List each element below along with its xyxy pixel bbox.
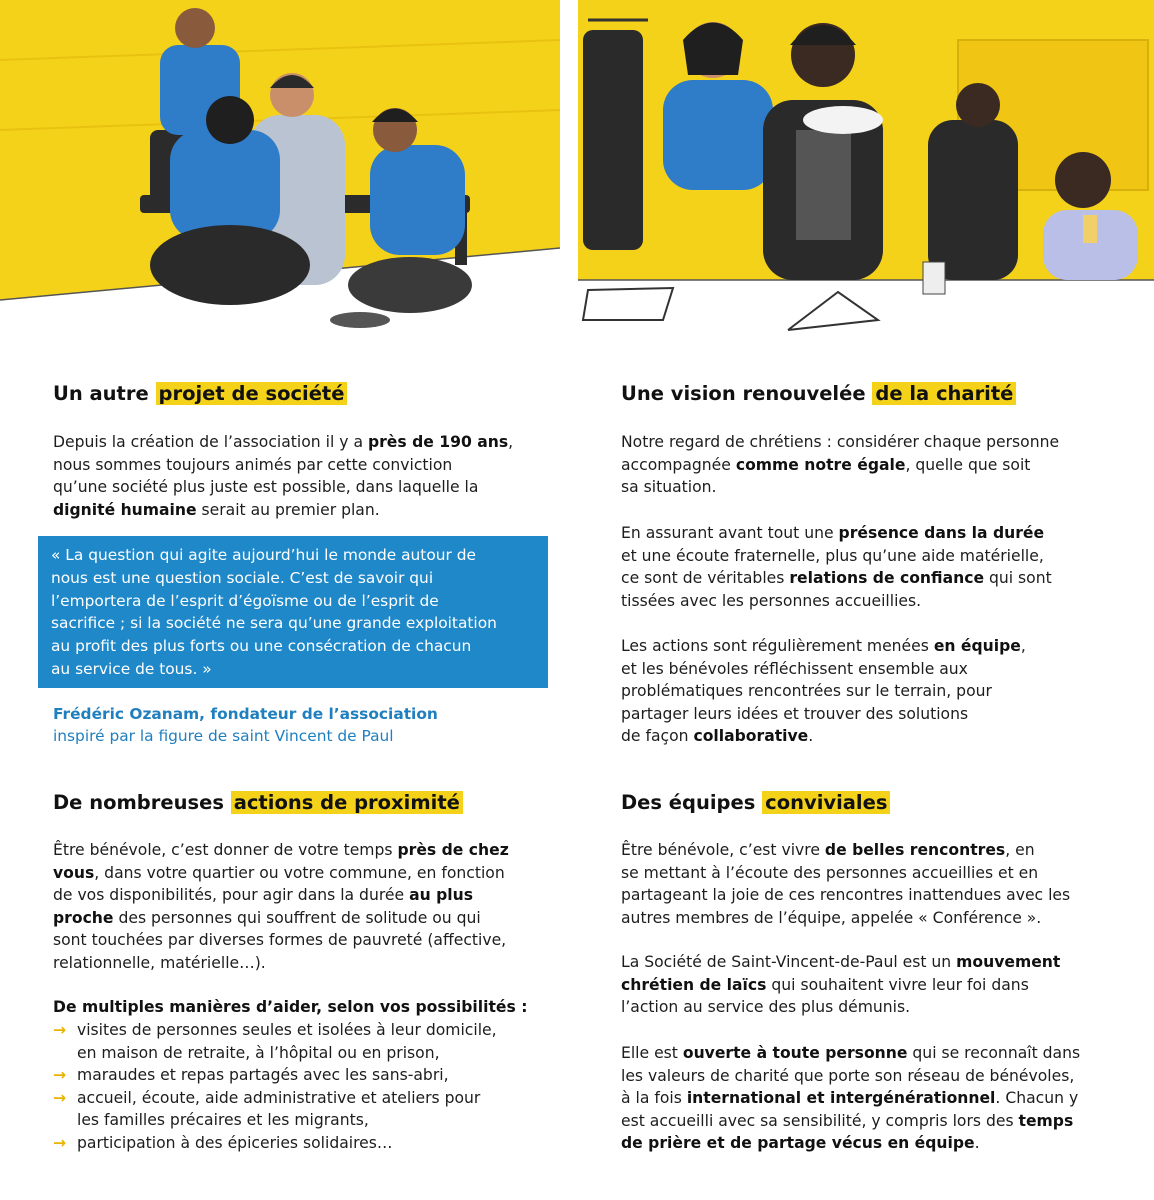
illustration-clothing-distribution (578, 0, 1154, 345)
ozanam-quote: « La question qui agite aujourd’hui le monde autour de nous est une question sociale. C’est de savoir qui l’emportera de l’esprit d’égoïsme ou de l’esprit de sacrifice ; si la société ne sera qu’une grande exploitation au profit des plus forts ou une consécration de chacun au service de tous. » (38, 536, 548, 688)
heading-highlight: actions de proximité (231, 791, 463, 814)
help-list (53, 1019, 553, 1155)
paragraph-belles-rencontres: Être bénévole, c’est vivre de belles rencontres, en se mettant à l’écoute des personnes accueillies et en partageant la joie de ces rencontres inattendues avec les autres membres de l’équipe, appelée « Conférence ». (621, 841, 1071, 927)
quote-author-note: inspiré par la figure de saint Vincent de Paul (53, 727, 394, 745)
arrow-right-icon: → (53, 1133, 67, 1152)
list-item: → participation à des épiceries solidaires… (53, 1132, 553, 1155)
list-item: → visites de personnes seules et isolées à leur domicile, en maison de retraite, à l’hôpital ou en prison, (53, 1021, 497, 1062)
paragraph-presence-duree: En assurant avant tout une présence dans la durée et une écoute fraternelle, plus qu’une aide matérielle, ce sont de véritables relations de confiance qui sont tissées avec les personnes accueillies. (621, 524, 1052, 610)
heading-actions-proximite: De nombreuses actions de proximité (53, 790, 463, 816)
paragraph-actions-equipe: Les actions sont régulièrement menées en équipe, et les bénévoles réfléchissent ensemble aux problématiques rencontrées sur le terrain, pour partager leurs idées et trouver des solutions de façon collaborative. (621, 637, 1026, 746)
arrow-right-icon: → (53, 1088, 67, 1107)
heading-projet-societe: Un autre projet de société (53, 381, 347, 407)
list-item: → accueil, écoute, aide administrative et ateliers pour les familles précaires et les migrants, (53, 1088, 481, 1130)
paragraph-actions-proximite: Être bénévole, c’est donner de votre temps près de chez vous, dans votre quartier ou votre commune, en fonction de vos disponibilités, pour agir dans la durée au plus proche des personnes qui souffrent de solitude ou qui sont touchées par diverses formes de pauvreté (affective, relationnelle, matérielle…). (53, 841, 509, 972)
arrow-right-icon: → (53, 1066, 67, 1085)
list-item: → maraudes et repas partagés avec les sans-abri, (53, 1064, 553, 1087)
quote-author: Frédéric Ozanam, fondateur de l’association (53, 705, 438, 723)
illustration-street-outreach (0, 0, 560, 330)
heading-highlight: de la charité (872, 382, 1016, 405)
heading-highlight: projet de société (156, 382, 348, 405)
heading-equipes-conviviales: Des équipes conviviales (621, 790, 890, 816)
list-title: De multiples manières d’aider, selon vos possibilités : (53, 998, 528, 1016)
paragraph-regard-chretiens: Notre regard de chrétiens : considérer chaque personne accompagnée comme notre égale, quelle que soit sa situation. (621, 433, 1060, 497)
arrow-right-icon: → (53, 1021, 67, 1039)
heading-highlight: conviviales (762, 791, 890, 814)
paragraph-ouverte-personne: Elle est ouverte à toute personne qui se reconnaît dans les valeurs de charité que porte son réseau de bénévoles, à la fois international et intergénérationnel. Chacun y est accueilli avec sa sensibilité, y compris lors des temps de prière et de partage vécus en équipe. (621, 1044, 1081, 1153)
paragraph-mouvement-laics: La Société de Saint-Vincent-de-Paul est un mouvement chrétien de laïcs qui souhaitent vivre leur foi dans l’action au service des plus démunis. (621, 953, 1061, 1017)
heading-vision-charite: Une vision renouvelée de la charité (621, 381, 1016, 407)
paragraph-projet-societe: Depuis la création de l’association il y a près de 190 ans, nous sommes toujours animés par cette conviction qu’une société plus juste est possible, dans laquelle la dignité humaine serait au premier plan. (53, 433, 514, 519)
